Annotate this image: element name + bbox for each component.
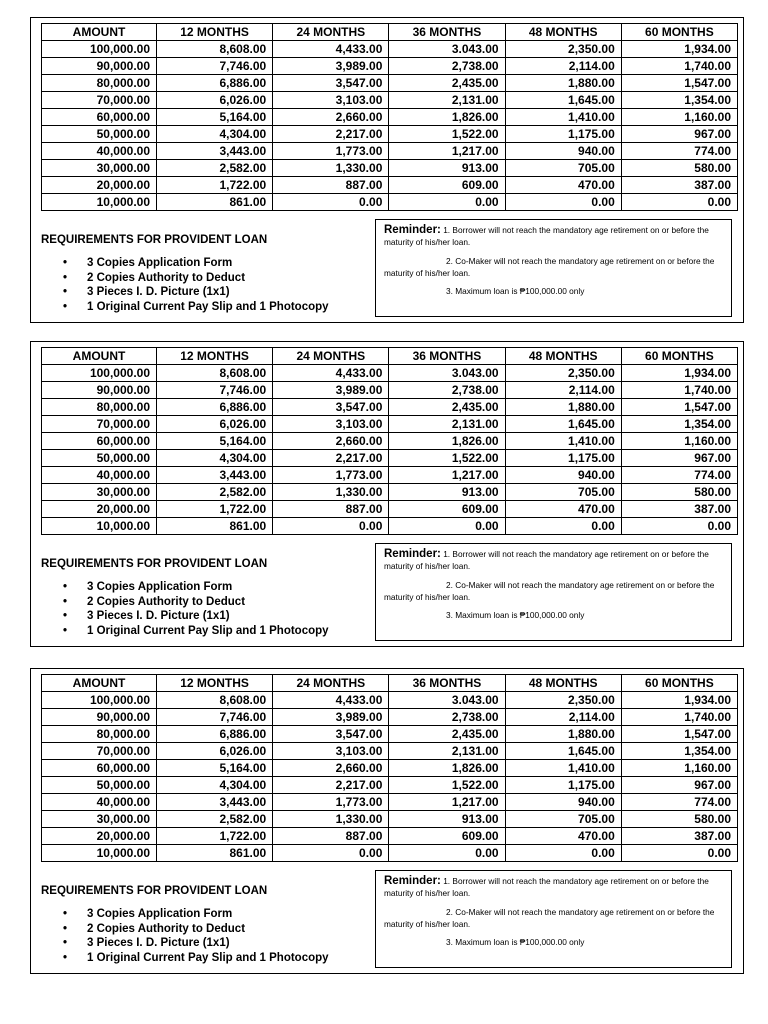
amount-cell: 50,000.00 [42, 777, 157, 794]
payment-cell: 3.043.00 [389, 365, 505, 382]
payment-cell: 1,934.00 [621, 692, 737, 709]
payment-cell: 967.00 [621, 450, 737, 467]
payment-cell: 1,217.00 [389, 467, 505, 484]
payment-cell: 1,354.00 [621, 416, 737, 433]
amount-cell: 90,000.00 [42, 58, 157, 75]
payment-cell: 1,740.00 [621, 382, 737, 399]
column-header: 60 MONTHS [621, 348, 737, 365]
payment-cell: 1,722.00 [157, 177, 273, 194]
payment-cell: 5,164.00 [157, 109, 273, 126]
reminder-label: Reminder: [384, 875, 441, 887]
payment-cell: 940.00 [505, 143, 621, 160]
payment-cell: 0.00 [273, 845, 389, 862]
payment-cell: 2,582.00 [157, 811, 273, 828]
payment-cell: 3,443.00 [157, 794, 273, 811]
requirement-item: • 3 Pieces I. D. Picture (1x1) [41, 285, 329, 300]
payment-cell: 7,746.00 [157, 709, 273, 726]
amount-cell: 40,000.00 [42, 467, 157, 484]
payment-cell: 4,433.00 [273, 41, 389, 58]
table-row [42, 433, 738, 450]
requirement-item: • 3 Pieces I. D. Picture (1x1) [41, 936, 329, 951]
payment-cell: 387.00 [621, 828, 737, 845]
payment-cell: 1,330.00 [273, 484, 389, 501]
payment-cell: 1,330.00 [273, 160, 389, 177]
table-row [42, 467, 738, 484]
payment-cell: 887.00 [273, 828, 389, 845]
loan-card [30, 17, 744, 323]
requirement-item: • 1 Original Current Pay Slip and 1 Photocopy [41, 624, 329, 639]
reminder-note-text: Co-Maker will not reach the mandatory age retirement on or before the maturity of his/her loan. [384, 256, 715, 278]
payment-cell: 3,989.00 [273, 58, 389, 75]
reminder-note-1 [384, 875, 723, 899]
payment-cell: 2,114.00 [505, 382, 621, 399]
amount-cell: 70,000.00 [42, 743, 157, 760]
payment-cell: 2,738.00 [389, 58, 505, 75]
table-row [42, 143, 738, 160]
payment-cell: 1,934.00 [621, 365, 737, 382]
payment-cell: 2,435.00 [389, 75, 505, 92]
payment-cell: 0.00 [505, 194, 621, 211]
payment-cell: 1,410.00 [505, 433, 621, 450]
reminder-box [375, 219, 732, 317]
reminder-note-3: 3. Maximum loan is ₱100,000.00 only [446, 937, 585, 947]
table-row [42, 845, 738, 862]
payment-cell: 774.00 [621, 143, 737, 160]
payment-cell: 3,989.00 [273, 382, 389, 399]
payment-cell: 1,645.00 [505, 743, 621, 760]
table-row [42, 501, 738, 518]
table-header-row [42, 675, 738, 692]
amount-cell: 10,000.00 [42, 194, 157, 211]
payment-cell: 387.00 [621, 177, 737, 194]
payment-cell: 3,547.00 [273, 75, 389, 92]
amount-cell: 80,000.00 [42, 75, 157, 92]
reminder-note-number: 1. [443, 225, 451, 235]
column-header: AMOUNT [42, 675, 157, 692]
payment-cell: 774.00 [621, 467, 737, 484]
table-row [42, 777, 738, 794]
payment-cell: 0.00 [621, 518, 737, 535]
table-row [42, 194, 738, 211]
payment-cell: 2,131.00 [389, 416, 505, 433]
payment-cell: 4,304.00 [157, 126, 273, 143]
table-header-row [42, 24, 738, 41]
amount-cell: 20,000.00 [42, 828, 157, 845]
payment-cell: 1,826.00 [389, 109, 505, 126]
payment-cell: 8,608.00 [157, 365, 273, 382]
amount-cell: 20,000.00 [42, 501, 157, 518]
amount-cell: 80,000.00 [42, 726, 157, 743]
payment-cell: 1,880.00 [505, 75, 621, 92]
payment-cell: 0.00 [273, 518, 389, 535]
reminder-note-number: 1. [443, 876, 451, 886]
payment-cell: 2,217.00 [273, 450, 389, 467]
payment-cell: 2,350.00 [505, 692, 621, 709]
payment-cell: 887.00 [273, 501, 389, 518]
requirements-title: REQUIREMENTS FOR PROVIDENT LOAN [41, 234, 268, 246]
requirement-item: • 2 Copies Authority to Deduct [41, 922, 329, 937]
table-row [42, 743, 738, 760]
reminder-note-text: Borrower will not reach the mandatory age retirement on or before the maturity of his/her loan. [384, 549, 709, 571]
payment-cell: 0.00 [273, 194, 389, 211]
payment-cell: 609.00 [389, 501, 505, 518]
payment-cell: 967.00 [621, 777, 737, 794]
payment-cell: 1,826.00 [389, 433, 505, 450]
reminder-note-text: Borrower will not reach the mandatory age retirement on or before the maturity of his/her loan. [384, 225, 709, 247]
table-row [42, 382, 738, 399]
table-row [42, 828, 738, 845]
payment-cell: 1,217.00 [389, 794, 505, 811]
payment-cell: 4,304.00 [157, 777, 273, 794]
payment-cell: 2,350.00 [505, 365, 621, 382]
payment-cell: 1,175.00 [505, 450, 621, 467]
payment-cell: 1,547.00 [621, 75, 737, 92]
payment-cell: 940.00 [505, 467, 621, 484]
payment-cell: 2,114.00 [505, 709, 621, 726]
reminder-note-number: 1. [443, 549, 451, 559]
amount-cell: 90,000.00 [42, 709, 157, 726]
payment-cell: 3,443.00 [157, 467, 273, 484]
payment-cell: 1,410.00 [505, 760, 621, 777]
amount-cell: 30,000.00 [42, 484, 157, 501]
column-header: 60 MONTHS [621, 675, 737, 692]
amount-cell: 30,000.00 [42, 811, 157, 828]
table-row [42, 450, 738, 467]
amount-cell: 80,000.00 [42, 399, 157, 416]
requirements-list [41, 907, 329, 965]
amount-cell: 20,000.00 [42, 177, 157, 194]
payment-cell: 1,773.00 [273, 467, 389, 484]
table-row [42, 794, 738, 811]
payment-cell: 2,131.00 [389, 743, 505, 760]
amount-cell: 40,000.00 [42, 794, 157, 811]
column-header: AMOUNT [42, 348, 157, 365]
table-body [42, 41, 738, 211]
payment-cell: 1,934.00 [621, 41, 737, 58]
payment-cell: 1,722.00 [157, 828, 273, 845]
payment-cell: 1,826.00 [389, 760, 505, 777]
table-row [42, 75, 738, 92]
payment-cell: 609.00 [389, 828, 505, 845]
payment-cell: 3.043.00 [389, 692, 505, 709]
table-row [42, 126, 738, 143]
reminder-label: Reminder: [384, 224, 441, 236]
requirements-list [41, 256, 329, 314]
requirement-item: • 3 Copies Application Form [41, 580, 329, 595]
payment-cell: 705.00 [505, 160, 621, 177]
table-row [42, 92, 738, 109]
payment-cell: 2,660.00 [273, 433, 389, 450]
column-header: 12 MONTHS [157, 24, 273, 41]
payment-cell: 1,880.00 [505, 399, 621, 416]
payment-cell: 2,582.00 [157, 160, 273, 177]
payment-cell: 470.00 [505, 828, 621, 845]
payment-cell: 913.00 [389, 160, 505, 177]
payment-cell: 7,746.00 [157, 58, 273, 75]
payment-cell: 0.00 [389, 194, 505, 211]
column-header: 24 MONTHS [273, 24, 389, 41]
table-body [42, 365, 738, 535]
payment-cell: 5,164.00 [157, 760, 273, 777]
payment-cell: 609.00 [389, 177, 505, 194]
reminder-note-number: 2. [446, 256, 453, 266]
payment-cell: 1,722.00 [157, 501, 273, 518]
payment-cell: 1,160.00 [621, 109, 737, 126]
loan-amortization-table [41, 674, 738, 862]
column-header: 36 MONTHS [389, 675, 505, 692]
payment-cell: 580.00 [621, 811, 737, 828]
reminder-note-1 [384, 548, 723, 572]
payment-cell: 2,738.00 [389, 709, 505, 726]
payment-cell: 470.00 [505, 177, 621, 194]
payment-cell: 6,886.00 [157, 75, 273, 92]
payment-cell: 940.00 [505, 794, 621, 811]
reminder-note-text: Co-Maker will not reach the mandatory age retirement on or before the maturity of his/her loan. [384, 907, 715, 929]
table-row [42, 811, 738, 828]
column-header: 36 MONTHS [389, 24, 505, 41]
table-row [42, 41, 738, 58]
table-row [42, 484, 738, 501]
payment-cell: 580.00 [621, 484, 737, 501]
payment-cell: 4,433.00 [273, 692, 389, 709]
payment-cell: 2,582.00 [157, 484, 273, 501]
payment-cell: 1,160.00 [621, 433, 737, 450]
requirements-title: REQUIREMENTS FOR PROVIDENT LOAN [41, 558, 268, 570]
amount-cell: 60,000.00 [42, 109, 157, 126]
reminder-note-number: 2. [446, 907, 453, 917]
table-row [42, 709, 738, 726]
amount-cell: 60,000.00 [42, 433, 157, 450]
loan-amortization-table [41, 23, 738, 211]
payment-cell: 1,175.00 [505, 126, 621, 143]
loan-card [30, 668, 744, 974]
payment-cell: 6,026.00 [157, 416, 273, 433]
payment-cell: 2,217.00 [273, 126, 389, 143]
loan-amortization-table [41, 347, 738, 535]
amount-cell: 50,000.00 [42, 450, 157, 467]
payment-cell: 0.00 [389, 518, 505, 535]
payment-cell: 1,160.00 [621, 760, 737, 777]
requirements-list [41, 580, 329, 638]
payment-cell: 3.043.00 [389, 41, 505, 58]
payment-cell: 1,522.00 [389, 777, 505, 794]
payment-cell: 2,738.00 [389, 382, 505, 399]
payment-cell: 0.00 [389, 845, 505, 862]
amount-cell: 50,000.00 [42, 126, 157, 143]
payment-cell: 1,740.00 [621, 709, 737, 726]
requirement-item: • 3 Pieces I. D. Picture (1x1) [41, 609, 329, 624]
payment-cell: 1,645.00 [505, 92, 621, 109]
amount-cell: 100,000.00 [42, 41, 157, 58]
amount-cell: 100,000.00 [42, 365, 157, 382]
payment-cell: 6,886.00 [157, 726, 273, 743]
amount-cell: 40,000.00 [42, 143, 157, 160]
amount-cell: 70,000.00 [42, 92, 157, 109]
payment-cell: 861.00 [157, 518, 273, 535]
payment-cell: 1,330.00 [273, 811, 389, 828]
column-header: AMOUNT [42, 24, 157, 41]
payment-cell: 4,304.00 [157, 450, 273, 467]
payment-cell: 3,103.00 [273, 743, 389, 760]
amount-cell: 10,000.00 [42, 518, 157, 535]
payment-cell: 5,164.00 [157, 433, 273, 450]
payment-cell: 1,773.00 [273, 143, 389, 160]
requirement-item: • 2 Copies Authority to Deduct [41, 271, 329, 286]
table-body [42, 692, 738, 862]
column-header: 12 MONTHS [157, 348, 273, 365]
reminder-note-1 [384, 224, 723, 248]
column-header: 36 MONTHS [389, 348, 505, 365]
payment-cell: 1,217.00 [389, 143, 505, 160]
payment-cell: 0.00 [621, 194, 737, 211]
amount-cell: 90,000.00 [42, 382, 157, 399]
reminder-note-2 [384, 906, 723, 930]
table-header-row [42, 348, 738, 365]
payment-cell: 887.00 [273, 177, 389, 194]
column-header: 60 MONTHS [621, 24, 737, 41]
payment-cell: 2,435.00 [389, 399, 505, 416]
payment-cell: 8,608.00 [157, 692, 273, 709]
payment-cell: 3,103.00 [273, 92, 389, 109]
reminder-note-text: Borrower will not reach the mandatory age retirement on or before the maturity of his/her loan. [384, 876, 709, 898]
column-header: 12 MONTHS [157, 675, 273, 692]
payment-cell: 7,746.00 [157, 382, 273, 399]
payment-cell: 1,645.00 [505, 416, 621, 433]
column-header: 48 MONTHS [505, 24, 621, 41]
payment-cell: 8,608.00 [157, 41, 273, 58]
payment-cell: 2,217.00 [273, 777, 389, 794]
requirement-item: • 1 Original Current Pay Slip and 1 Photocopy [41, 300, 329, 315]
payment-cell: 861.00 [157, 845, 273, 862]
payment-cell: 861.00 [157, 194, 273, 211]
table-row [42, 58, 738, 75]
table-row [42, 692, 738, 709]
reminder-note-2 [384, 255, 723, 279]
payment-cell: 1,547.00 [621, 726, 737, 743]
reminder-note-3: 3. Maximum loan is ₱100,000.00 only [446, 286, 585, 296]
payment-cell: 1,773.00 [273, 794, 389, 811]
payment-cell: 3,547.00 [273, 726, 389, 743]
column-header: 48 MONTHS [505, 675, 621, 692]
amount-cell: 60,000.00 [42, 760, 157, 777]
table-row [42, 416, 738, 433]
payment-cell: 705.00 [505, 484, 621, 501]
requirements-title: REQUIREMENTS FOR PROVIDENT LOAN [41, 885, 268, 897]
payment-cell: 6,026.00 [157, 743, 273, 760]
table-row [42, 399, 738, 416]
payment-cell: 913.00 [389, 484, 505, 501]
table-row [42, 177, 738, 194]
column-header: 24 MONTHS [273, 348, 389, 365]
amount-cell: 10,000.00 [42, 845, 157, 862]
payment-cell: 4,433.00 [273, 365, 389, 382]
payment-cell: 387.00 [621, 501, 737, 518]
payment-cell: 2,131.00 [389, 92, 505, 109]
payment-cell: 470.00 [505, 501, 621, 518]
payment-cell: 1,354.00 [621, 743, 737, 760]
payment-cell: 0.00 [505, 845, 621, 862]
column-header: 48 MONTHS [505, 348, 621, 365]
payment-cell: 3,103.00 [273, 416, 389, 433]
requirement-item: • 3 Copies Application Form [41, 256, 329, 271]
payment-cell: 0.00 [621, 845, 737, 862]
payment-cell: 1,354.00 [621, 92, 737, 109]
payment-cell: 6,886.00 [157, 399, 273, 416]
payment-cell: 1,880.00 [505, 726, 621, 743]
payment-cell: 0.00 [505, 518, 621, 535]
table-row [42, 518, 738, 535]
requirement-item: • 3 Copies Application Form [41, 907, 329, 922]
reminder-box [375, 870, 732, 968]
payment-cell: 2,435.00 [389, 726, 505, 743]
payment-cell: 1,522.00 [389, 126, 505, 143]
table-row [42, 760, 738, 777]
amount-cell: 100,000.00 [42, 692, 157, 709]
payment-cell: 2,660.00 [273, 109, 389, 126]
payment-cell: 1,175.00 [505, 777, 621, 794]
reminder-note-text: Co-Maker will not reach the mandatory age retirement on or before the maturity of his/her loan. [384, 580, 715, 602]
payment-cell: 3,443.00 [157, 143, 273, 160]
payment-cell: 1,547.00 [621, 399, 737, 416]
payment-cell: 774.00 [621, 794, 737, 811]
reminder-box [375, 543, 732, 641]
table-row [42, 109, 738, 126]
payment-cell: 2,660.00 [273, 760, 389, 777]
table-row [42, 726, 738, 743]
requirement-item: • 1 Original Current Pay Slip and 1 Photocopy [41, 951, 329, 966]
payment-cell: 967.00 [621, 126, 737, 143]
payment-cell: 2,114.00 [505, 58, 621, 75]
payment-cell: 1,522.00 [389, 450, 505, 467]
reminder-note-number: 2. [446, 580, 453, 590]
table-row [42, 365, 738, 382]
amount-cell: 30,000.00 [42, 160, 157, 177]
reminder-note-3: 3. Maximum loan is ₱100,000.00 only [446, 610, 585, 620]
amount-cell: 70,000.00 [42, 416, 157, 433]
column-header: 24 MONTHS [273, 675, 389, 692]
table-row [42, 160, 738, 177]
payment-cell: 6,026.00 [157, 92, 273, 109]
requirement-item: • 2 Copies Authority to Deduct [41, 595, 329, 610]
payment-cell: 1,740.00 [621, 58, 737, 75]
payment-cell: 705.00 [505, 811, 621, 828]
reminder-label: Reminder: [384, 548, 441, 560]
payment-cell: 580.00 [621, 160, 737, 177]
payment-cell: 3,989.00 [273, 709, 389, 726]
payment-cell: 1,410.00 [505, 109, 621, 126]
payment-cell: 913.00 [389, 811, 505, 828]
payment-cell: 3,547.00 [273, 399, 389, 416]
payment-cell: 2,350.00 [505, 41, 621, 58]
reminder-note-2 [384, 579, 723, 603]
loan-card [30, 341, 744, 647]
